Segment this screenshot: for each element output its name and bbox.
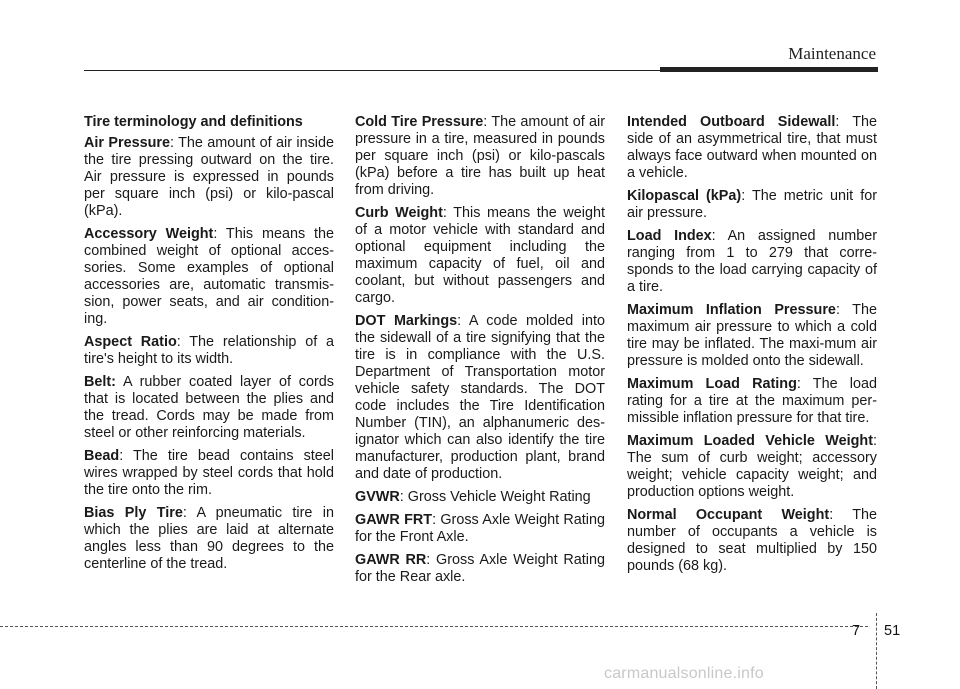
definition: : Gross Vehicle Weight Rating — [399, 489, 591, 505]
definition: : The amount of air inside the tire pressing outward on the tire. Air pressure is expressed in pounds per square inch (psi) or kilo-pascal (kPa). — [84, 135, 335, 219]
definition: A rubber coated layer of cords that is located between the plies and the tread. Cords may be made from steel or other reinforcing materials. — [84, 374, 334, 441]
chapter-number: 7 — [852, 623, 861, 639]
header-rule-accent — [660, 67, 878, 72]
term: Maximum Loaded Vehicle Weight — [627, 433, 873, 449]
definition: : The metric unit for air pressure. — [627, 188, 878, 221]
definition: : The maximum air pressure to which a cold tire may be inflated. The maxi-mum air pressure is molded onto the sidewall. — [627, 302, 877, 369]
definition: : This means the combined weight of optional acces-sories. Some examples of optional accessories are, automatic transmis-sion, power seats, and air condition-ing. — [84, 226, 334, 327]
definition-gawr-frt — [355, 512, 605, 546]
definition: : The sum of curb weight; accessory weight; vehicle capacity weight; and production options weight. — [627, 433, 877, 500]
definition-curb-weight — [355, 205, 605, 307]
term: Kilopascal (kPa) — [627, 188, 742, 204]
definition-dot-markings — [355, 313, 605, 483]
header-rule — [84, 70, 672, 71]
definition: : A code molded into the sidewall of a tire signifying that the tire is in compliance with the U.S. Department of Transportation motor vehicle safety standards. The DOT code includes the Tire Identification Number (TIN), an alphanumeric des-ignator which can also identify the tire manufacturer, production plant, brand and date of production. — [355, 313, 605, 482]
definition-maximum-inflation-pressure — [627, 302, 877, 370]
term: Normal Occupant Weight — [627, 507, 830, 523]
term: Curb Weight — [355, 205, 443, 221]
footer-vertical-divider — [876, 613, 877, 689]
column-1 — [84, 114, 334, 579]
definition-gvwr — [355, 489, 605, 506]
term: Belt: — [84, 374, 116, 390]
definition-maximum-loaded-vehicle-weight — [627, 433, 877, 501]
section-heading: Tire terminology and definitions — [84, 114, 303, 130]
watermark: carmanualsonline.info — [604, 665, 764, 682]
term: DOT Markings — [355, 313, 458, 329]
definition: : A pneumatic tire in which the plies are laid at alternate angles less than 90 degrees to the centerline of the tread. — [84, 505, 334, 572]
definition: : The relationship of a tire's height to its width. — [84, 334, 334, 367]
definition-bias-ply-tire — [84, 505, 334, 573]
term: Bias Ply Tire — [84, 505, 183, 521]
term: Bead — [84, 448, 120, 464]
term: Maximum Inflation Pressure — [627, 302, 836, 318]
term: GAWR FRT — [355, 512, 433, 528]
term: Cold Tire Pressure — [355, 114, 484, 130]
term: Load Index — [627, 228, 712, 244]
definition-intended-outboard-sidewall — [627, 114, 877, 182]
page-number: 51 — [884, 623, 901, 639]
footer-divider — [0, 626, 868, 627]
definition-load-index — [627, 228, 877, 296]
term: Accessory Weight — [84, 226, 214, 242]
column-2 — [355, 114, 605, 592]
definition: : The amount of air pressure in a tire, measured in pounds per square inch (psi) or kilo-pascals (kPa) before a tire has built up heat from driving. — [355, 114, 605, 198]
term: Intended Outboard Sidewall — [627, 114, 836, 130]
definition-gawr-rr — [355, 552, 605, 586]
term: Aspect Ratio — [84, 334, 177, 350]
definition-cold-tire-pressure — [355, 114, 605, 199]
definition: : Gross Axle Weight Rating for the Front Axle. — [355, 512, 605, 545]
definition-kilopascal — [627, 188, 877, 222]
definition-aspect-ratio — [84, 334, 334, 368]
definition-belt — [84, 374, 334, 442]
term: GVWR — [355, 489, 400, 505]
definition: : Gross Axle Weight Rating for the Rear axle. — [355, 552, 605, 585]
definition: : This means the weight of a motor vehicle with standard and optional equipment including the maximum capacity of fuel, oil and coolant, but without passengers and cargo. — [355, 205, 605, 306]
definition: : The tire bead contains steel wires wrapped by steel cords that hold the tire onto the rim. — [84, 448, 334, 498]
definition-accessory-weight — [84, 226, 334, 328]
definition-bead — [84, 448, 334, 499]
term: Maximum Load Rating — [627, 376, 797, 392]
definition: : The number of occupants a vehicle is designed to seat multiplied by 150 pounds (68 kg). — [627, 507, 877, 574]
term: GAWR RR — [355, 552, 427, 568]
definition-air-pressure — [84, 135, 334, 220]
term: Air Pressure — [84, 135, 170, 151]
section-title: Maintenance — [788, 44, 876, 63]
definition-normal-occupant-weight — [627, 507, 877, 575]
column-3 — [627, 114, 877, 581]
definition: : The load rating for a tire at the maximum per-missible inflation pressure for that tire. — [627, 376, 877, 426]
definition-maximum-load-rating — [627, 376, 877, 427]
definition: : An assigned number ranging from 1 to 279 that corre-sponds to the load carrying capacity of a tire. — [627, 228, 877, 295]
definition: : The side of an asymmetrical tire, that must always face outward when mounted on a vehicle. — [627, 114, 877, 181]
